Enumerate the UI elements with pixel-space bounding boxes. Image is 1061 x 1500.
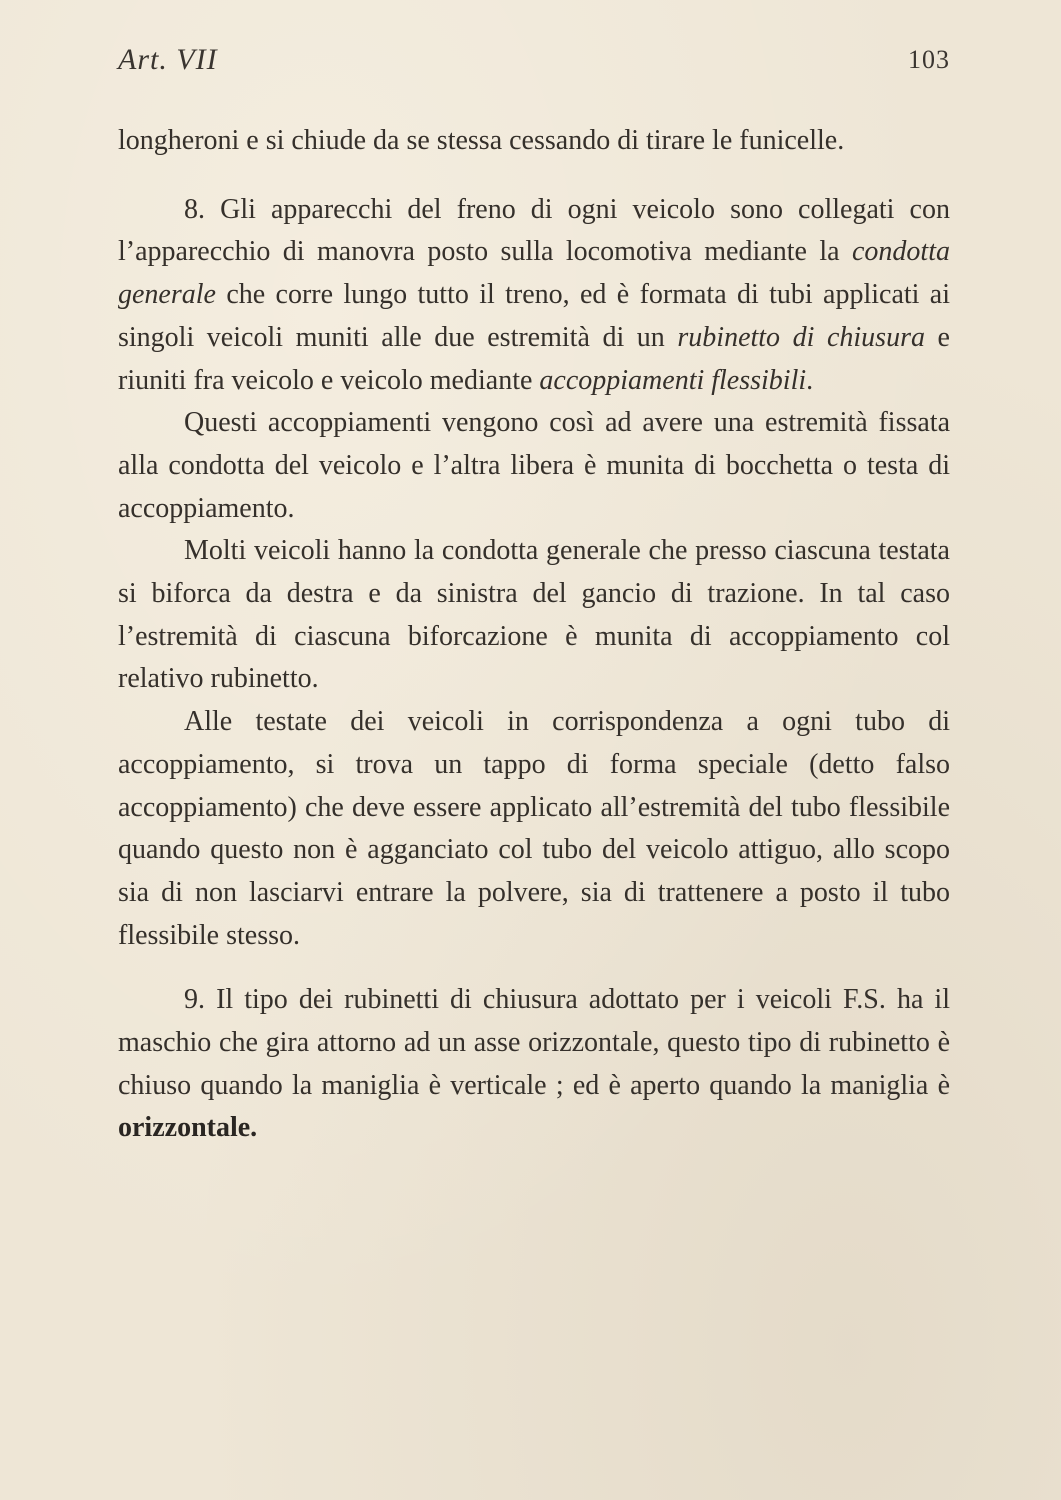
chapter-title: Art. VII [118, 43, 218, 76]
paragraph-text: che corre lungo tutto il treno, ed è formata di tubi applicati ai singoli veicoli muniti alle due estremità di un [118, 279, 950, 353]
paragraph-section-8 [118, 189, 950, 403]
emphasis-accoppiamenti-flessibili: accoppiamenti flessibili [539, 364, 807, 396]
paragraph-text: . [806, 364, 814, 396]
paragraph-text: Questi accoppiamenti vengono così ad avere una estremità fissata alla condotta del veicolo e l’altra libera è munita di bocchetta o testa di accoppiamento. [118, 407, 950, 524]
body-text [118, 120, 950, 1150]
running-header [118, 40, 950, 80]
paragraph-continuation [118, 120, 950, 163]
emphasis-condotta-generale: condotta generale [118, 236, 950, 311]
emphasis-rubinetto-di-chiusura: rubinetto di chiusura [677, 321, 925, 353]
paragraph-accoppiamenti [118, 402, 950, 530]
paragraph-text: 8. Gli apparecchi del freno di ogni veicolo sono collegati con l’apparecchio di manovra posto sulla locomotiva mediante la [118, 193, 950, 268]
page-number: 103 [908, 45, 950, 74]
paragraph-text: Molti veicoli hanno la condotta generale che presso ciascuna testata si biforca da destra e da sinistra del gancio di trazione. In tal caso l’estremità di ciascuna biforcazione è munita di accoppiamento col relativo rubinetto. [118, 535, 950, 695]
paragraph-section-9 [118, 979, 950, 1150]
paragraph-text: longheroni e si chiude da se stessa cessando di tirare le funicelle. [118, 125, 845, 156]
paragraph-text: e riuniti fra veicolo e veicolo mediante [118, 321, 950, 396]
paragraph-text: Alle testate dei veicoli in corrispondenza a ogni tubo di accoppiamento, si trova un tappo di forma speciale (detto falso accoppiamento) che deve essere applicato all’estremità del tubo flessibile quando questo non è agganciato col tubo del veicolo attiguo, allo scopo sia di non lasciarvi entrare la polvere, sia di trattenere a posto il tubo flessibile stesso. [118, 706, 950, 951]
paragraph-falso-accoppiamento [118, 701, 950, 957]
paragraph-text: 9. Il tipo dei rubinetti di chiusura adottato per i veicoli F.S. ha il maschio che gira attorno ad un asse orizzontale, questo tipo di rubinetto è chiuso quando la maniglia è verticale ; ed è aperto quando la maniglia è [118, 984, 950, 1101]
paragraph-biforcazione [118, 530, 950, 701]
paragraph-bold-word: orizzontale. [118, 1112, 258, 1144]
